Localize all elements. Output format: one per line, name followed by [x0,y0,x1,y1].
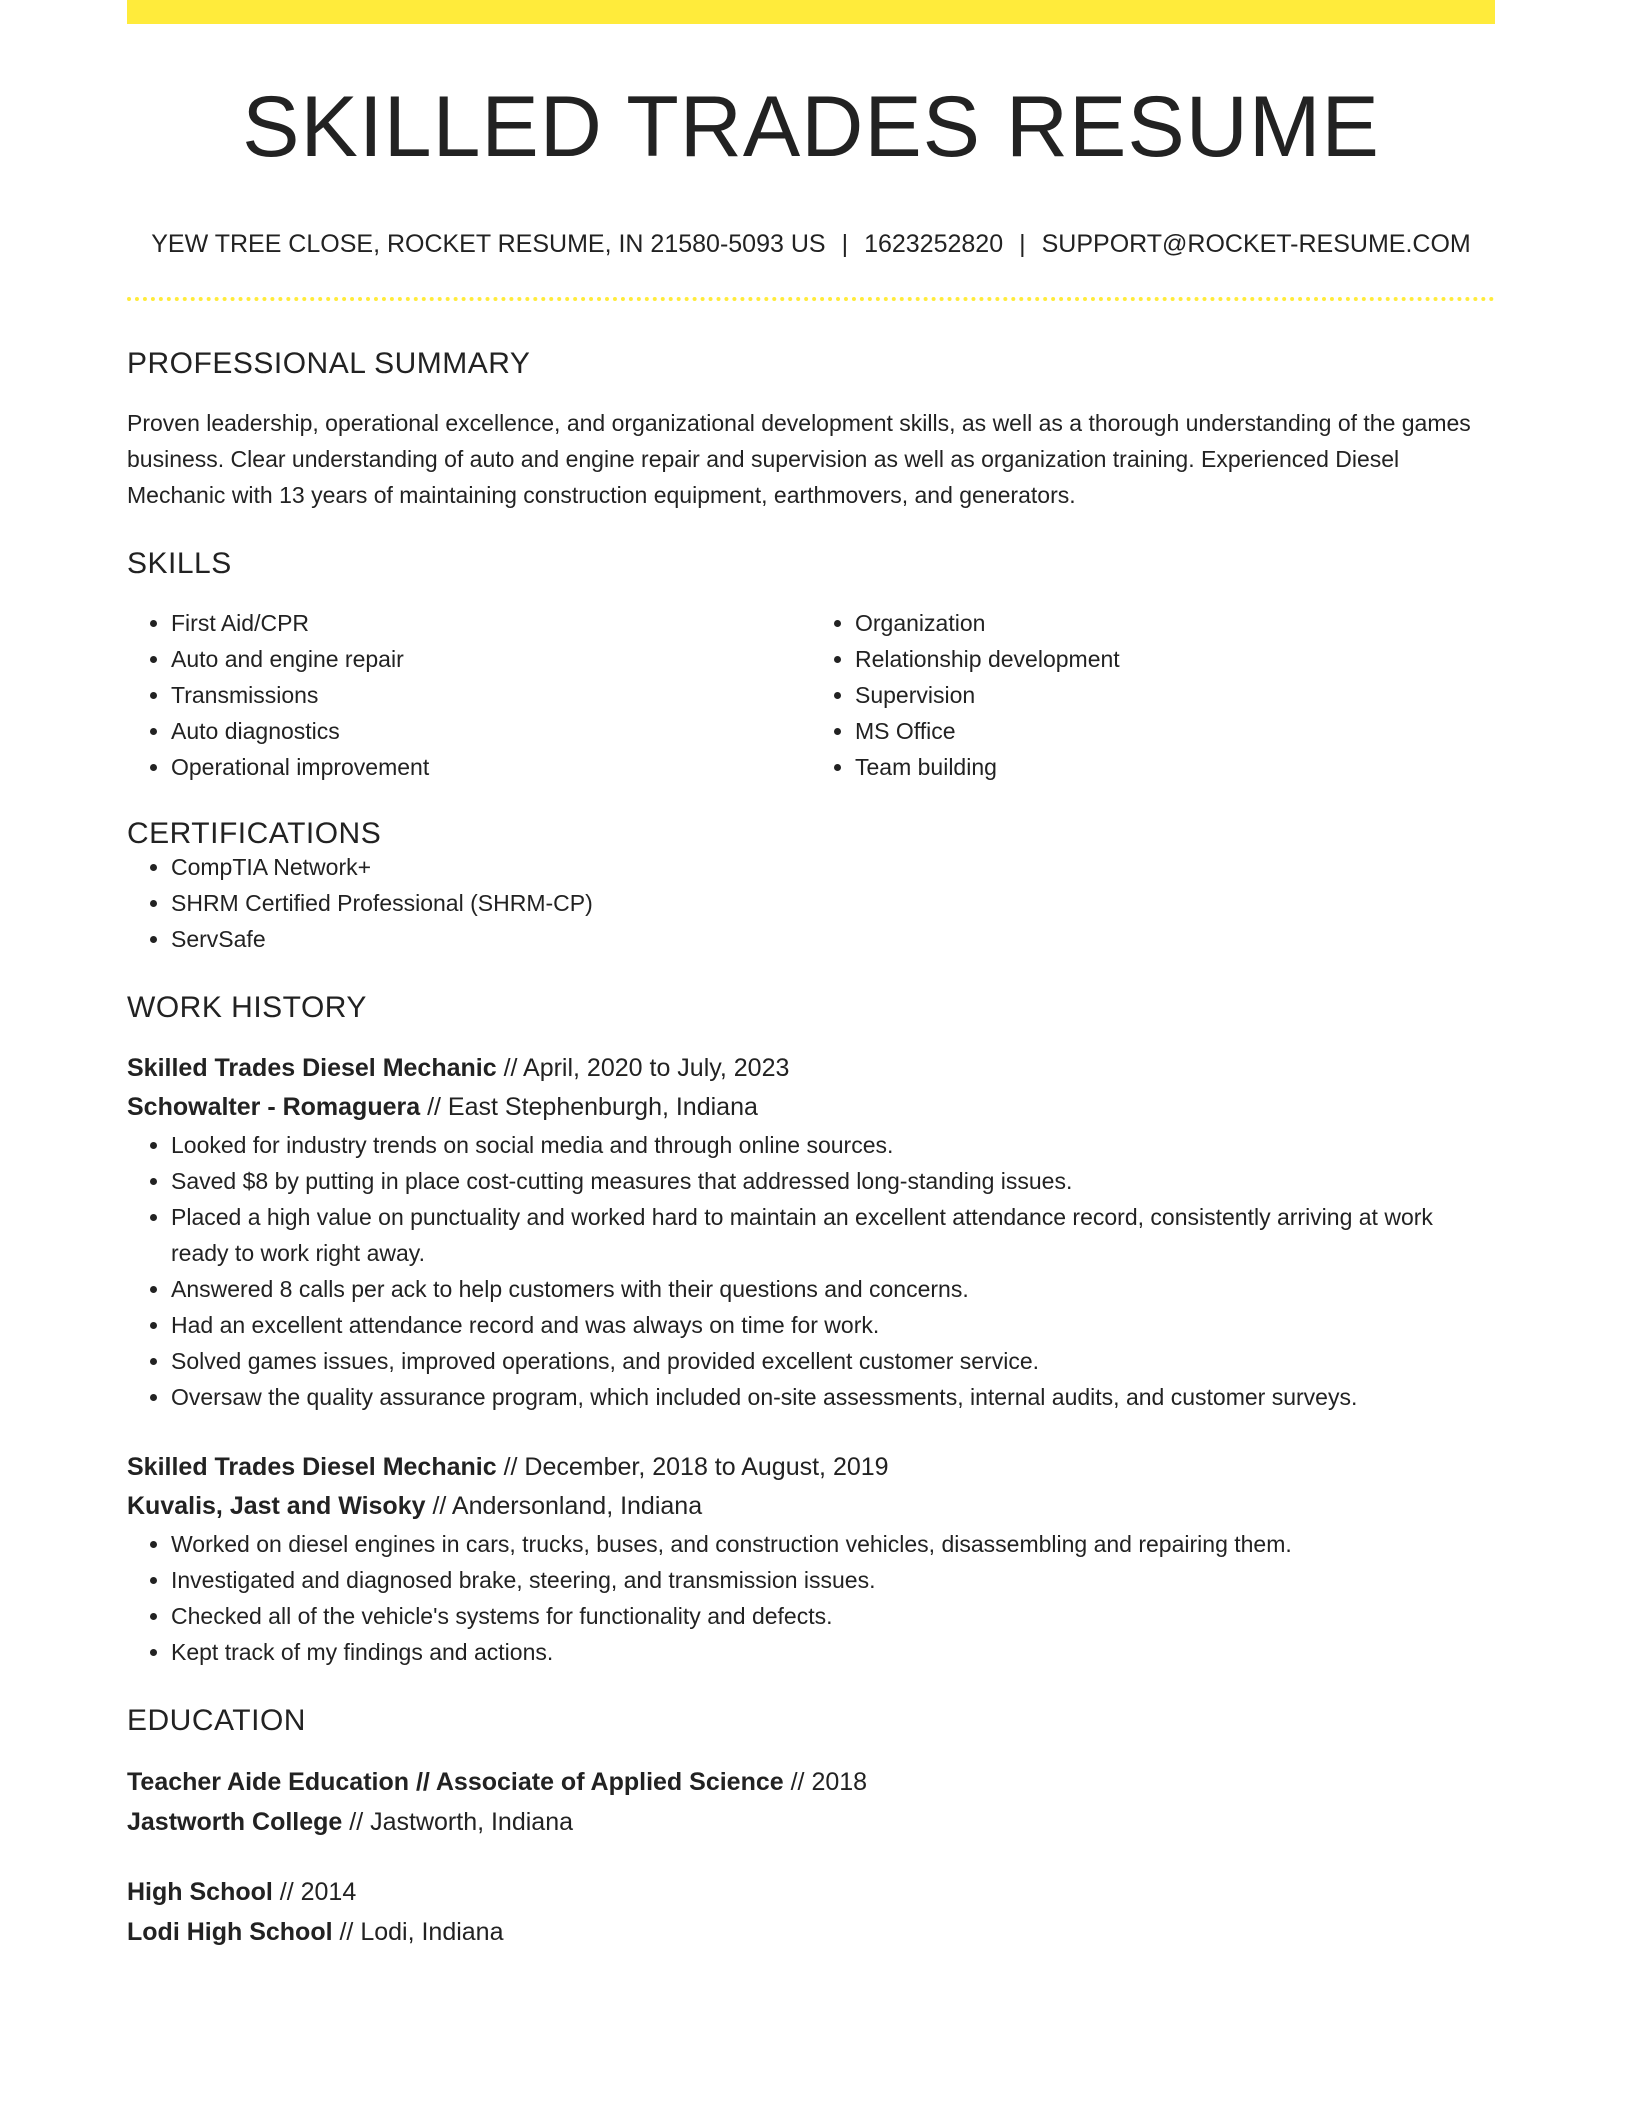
contact-separator: | [841,230,849,258]
resume-page [127,0,1495,1952]
skill-item: • Transmissions [171,677,811,713]
resume-title: SKILLED TRADES RESUME [242,79,1380,175]
skill-item: • Team building [855,749,1495,785]
skill-item: • Operational improvement [171,749,811,785]
skills-list-right [811,605,1495,785]
top-accent-bar [127,0,1495,24]
work-history-heading: WORK HISTORY [127,991,367,1024]
education-degree: High School [127,1878,273,1906]
education-school: Jastworth College [127,1808,343,1836]
education-degree: Teacher Aide Education // Associate of Applied Science [127,1768,784,1796]
dotted-divider [127,297,1495,301]
contact-line [127,232,1495,257]
job-bullet: • Oversaw the quality assurance program, which included on-site assessments, internal audits, and customer surveys. [171,1379,1495,1415]
education-school-line [127,1802,1495,1842]
education-school: Lodi High School [127,1918,333,1946]
job-company-line [127,1487,1495,1526]
job-location: // East Stephenburgh, Indiana [420,1093,758,1121]
job-company: Schowalter - Romaguera [127,1093,421,1121]
certifications-list [127,849,1495,957]
job-role: Skilled Trades Diesel Mechanic [127,1453,497,1481]
skill-item: • Auto diagnostics [171,713,811,749]
skill-item: • Organization [855,605,1495,641]
contact-separator: | [1019,230,1026,258]
job-bullet: • Looked for industry trends on social media and through online sources. [171,1127,1495,1163]
job-company: Kuvalis, Jast and Wisoky [127,1492,426,1520]
education-year: // 2018 [783,1768,868,1796]
job-entry [127,1049,1495,1415]
job-dates: // December, 2018 to August, 2019 [496,1453,889,1481]
job-bullet: • Checked all of the vehicle's systems for functionality and defects. [171,1598,1495,1634]
certification-item: • CompTIA Network+ [171,849,1495,885]
education-school-line [127,1912,1495,1952]
skill-item: • Auto and engine repair [171,641,811,677]
contact-address: YEW TREE CLOSE, ROCKET RESUME, IN 21580-5093 US [151,230,826,258]
contact-phone: 1623252820 [864,230,1004,258]
education-entry [127,1762,1495,1842]
job-role-line [127,1049,1495,1088]
skills-heading: SKILLS [127,547,232,580]
skill-item: • Relationship development [855,641,1495,677]
education-year: // 2014 [272,1878,357,1906]
job-bullet: • Investigated and diagnosed brake, steering, and transmission issues. [171,1562,1495,1598]
education-location: // Lodi, Indiana [332,1918,504,1946]
job-company-line [127,1088,1495,1127]
job-bullet: • Answered 8 calls per ack to help customers with their questions and concerns. [171,1271,1495,1307]
job-dates: // April, 2020 to July, 2023 [496,1054,790,1082]
job-bullet: • Solved games issues, improved operations, and provided excellent customer service. [171,1343,1495,1379]
skill-item: • First Aid/CPR [171,605,811,641]
summary-heading: PROFESSIONAL SUMMARY [127,347,531,380]
job-role-line [127,1448,1495,1487]
job-bullet: • Kept track of my findings and actions. [171,1634,1495,1670]
job-bullets [127,1127,1495,1415]
contact-email: SUPPORT@ROCKET-RESUME.COM [1041,230,1471,258]
education-location: // Jastworth, Indiana [342,1808,574,1836]
job-bullets [127,1526,1495,1670]
education-degree-line [127,1872,1495,1912]
skill-item: • MS Office [855,713,1495,749]
summary-text: Proven leadership, operational excellence, and organizational development skills, as well as a thorough understanding of the games business. Clear understanding of auto and engine repair and supervision as well as organization training. Experienced Diesel Mechanic with 13 years of maintaining construction equipment, earthmovers, and generators. [127,410,1471,508]
skill-item: • Supervision [855,677,1495,713]
education-heading: EDUCATION [127,1704,306,1737]
job-bullet: • Saved $8 by putting in place cost-cutting measures that addressed long-standing issues. [171,1163,1495,1199]
job-bullet: • Placed a high value on punctuality and worked hard to maintain an excellent attendance record, consistently arriving at work ready to work right away. [171,1199,1495,1271]
job-entry [127,1448,1495,1670]
job-location: // Andersonland, Indiana [425,1492,703,1520]
job-bullet: • Had an excellent attendance record and was always on time for work. [171,1307,1495,1343]
certifications-heading: CERTIFICATIONS [127,817,382,850]
skills-list-left [127,605,811,785]
education-entry [127,1872,1495,1952]
certification-item: • ServSafe [171,921,1495,957]
certification-item: • SHRM Certified Professional (SHRM-CP) [171,885,1495,921]
job-role: Skilled Trades Diesel Mechanic [127,1054,497,1082]
job-bullet: • Worked on diesel engines in cars, trucks, buses, and construction vehicles, disassembling and repairing them. [171,1526,1495,1562]
education-degree-line [127,1762,1495,1802]
skills-grid [127,605,1495,785]
